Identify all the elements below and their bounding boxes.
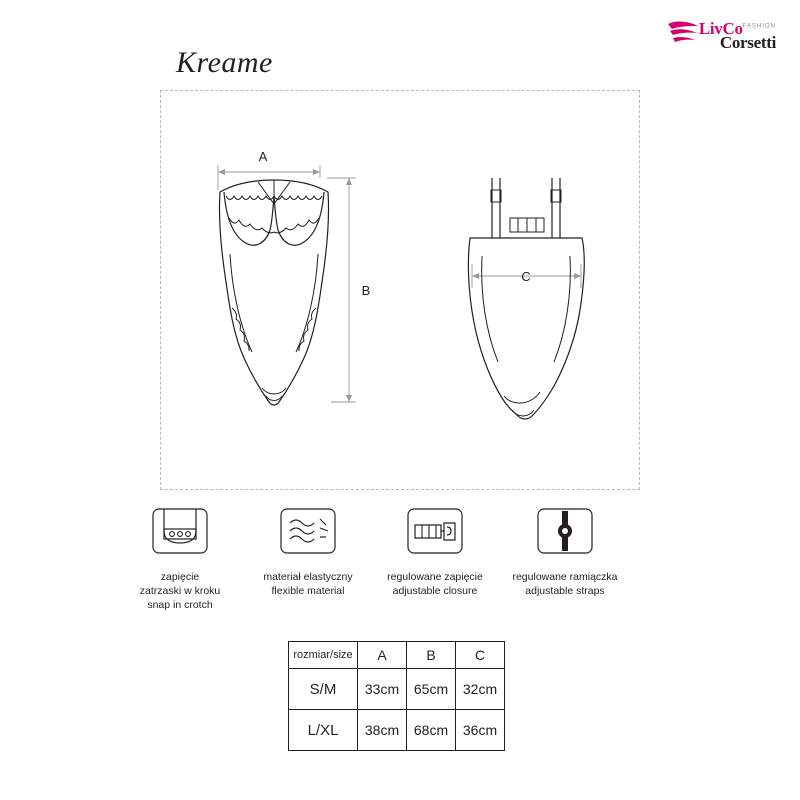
size-table (288, 641, 505, 751)
caption-line: regulowane zapięcie (387, 571, 483, 583)
caption-line: flexible material (271, 584, 345, 597)
table-row (289, 669, 505, 710)
table-row (289, 710, 505, 751)
table-cell-a: 33cm (358, 669, 407, 710)
table-cell-c: 32cm (456, 669, 505, 710)
table-cell-c: 36cm (456, 710, 505, 751)
table-cell-b: 65cm (407, 669, 456, 710)
table-header-c: C (456, 642, 505, 669)
dimension-label-c: C (521, 269, 531, 284)
front-garment-diagram (196, 130, 396, 430)
dimension-label-a: A (258, 149, 268, 164)
feature-adjustable-closure (370, 505, 500, 599)
table-cell-b: 68cm (407, 710, 456, 751)
feature-caption (500, 571, 630, 599)
feature-adjustable-straps (500, 505, 630, 599)
brand-name-primary: LivCo (698, 19, 743, 38)
snap-crotch-icon (148, 505, 212, 557)
feature-snap-in-crotch (115, 505, 245, 613)
table-header-row (289, 642, 505, 669)
feature-flexible-material (243, 505, 373, 599)
table-header-a: A (358, 642, 407, 669)
brand-logo (666, 14, 776, 58)
elastic-material-icon (276, 505, 340, 557)
adjustable-closure-icon (403, 505, 467, 557)
caption-line: adjustable straps (525, 584, 605, 597)
table-cell-a: 38cm (358, 710, 407, 751)
caption-line: zatrzaski w kroku (139, 584, 221, 597)
page-title: Kreame (176, 46, 273, 79)
feature-caption (370, 571, 500, 599)
feature-icons-row (0, 505, 800, 625)
caption-line: regulowane ramiączka (512, 571, 618, 583)
table-header-b: B (407, 642, 456, 669)
back-garment-diagram (448, 160, 628, 440)
caption-line: adjustable closure (392, 584, 478, 597)
caption-line: snap in crotch (147, 598, 213, 611)
feature-caption (243, 571, 373, 599)
table-cell-size: S/M (289, 669, 358, 710)
wing-logo-icon (666, 18, 700, 44)
table-header-size: rozmiar/size (289, 642, 358, 669)
brand-name-secondary: Corsetti (719, 33, 776, 53)
table-cell-size: L/XL (289, 710, 358, 751)
brand-superscript: FASHION (742, 23, 776, 30)
caption-line: zapięcie (160, 571, 200, 583)
caption-line: materiał elastyczny (263, 571, 353, 583)
dimension-label-b: B (361, 283, 371, 298)
feature-caption (115, 571, 245, 613)
adjustable-straps-icon (533, 505, 597, 557)
